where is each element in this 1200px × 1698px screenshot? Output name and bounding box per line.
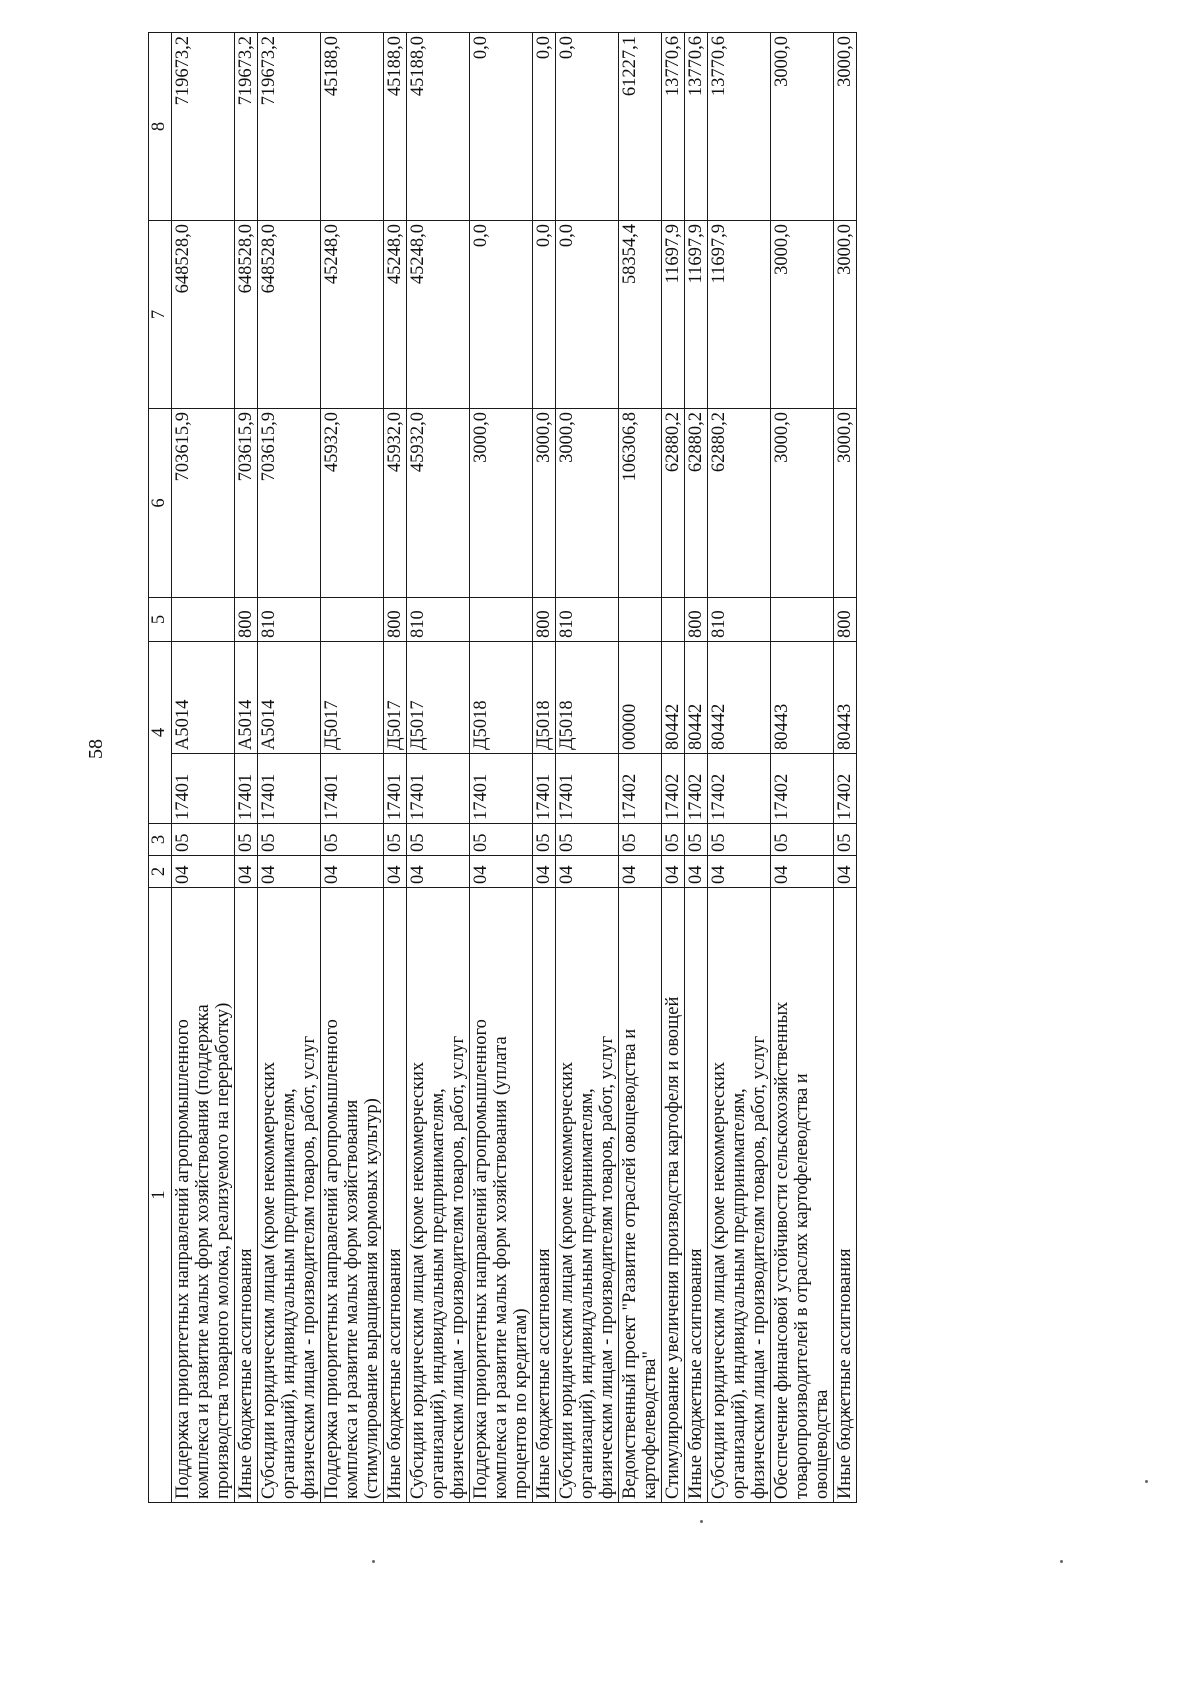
column-header-5: 5	[149, 598, 172, 642]
table-row	[384, 33, 407, 1503]
row-subsection-code: 05	[407, 824, 470, 856]
row-program-code: 17401	[172, 754, 235, 824]
row-expense-type-code	[619, 598, 662, 642]
row-expense-type-code: 800	[834, 598, 857, 642]
row-amount-col8: 719673,2	[235, 33, 258, 221]
row-program-code: 17401	[258, 754, 321, 824]
column-header-1: 1	[149, 888, 172, 1503]
row-program-code: 17401	[321, 754, 384, 824]
row-name-cell: Субсидии юридическим лицам (кроме некоммерческих организаций), индивидуальным предпринимателям, физическим лицам - производителям товаров, работ, услуг	[258, 888, 321, 1503]
table-row	[556, 33, 619, 1503]
row-subsection-code: 05	[708, 824, 771, 856]
table-row	[172, 33, 235, 1503]
table-body	[172, 33, 857, 1503]
row-program-code: 17402	[685, 754, 708, 824]
row-subsection-code: 05	[556, 824, 619, 856]
row-expense-type-code: 800	[384, 598, 407, 642]
row-subsection-code: 05	[235, 824, 258, 856]
row-direction-code: 80442	[685, 642, 708, 754]
row-direction-code: 80443	[834, 642, 857, 754]
row-amount-col6: 703615,9	[235, 409, 258, 598]
row-amount-col7: 3000,0	[834, 221, 857, 409]
row-amount-col7: 648528,0	[258, 221, 321, 409]
row-amount-col8: 13770,6	[708, 33, 771, 221]
row-name-cell: Субсидии юридическим лицам (кроме некоммерческих организаций), индивидуальным предпринимателям, физическим лицам - производителям товаров, работ, услуг	[407, 888, 470, 1503]
column-header-2: 2	[149, 856, 172, 888]
row-expense-type-code: 800	[235, 598, 258, 642]
row-program-code: 17402	[619, 754, 662, 824]
row-program-code: 17402	[834, 754, 857, 824]
row-subsection-code: 05	[662, 824, 685, 856]
row-name-cell: Поддержка приоритетных направлений агропромышленного комплекса и развитие малых форм хозяйствования (поддержка производства товарного молока, реализуемого на переработку)	[172, 888, 235, 1503]
row-amount-col8: 719673,2	[258, 33, 321, 221]
row-section-code: 04	[556, 856, 619, 888]
row-section-code: 04	[321, 856, 384, 888]
row-name-cell: Стимулирование увеличения производства картофеля и овощей	[662, 888, 685, 1503]
row-name-cell: Субсидии юридическим лицам (кроме некоммерческих организаций), индивидуальным предпринимателям, физическим лицам - производителям товаров, работ, услуг	[708, 888, 771, 1503]
row-program-code: 17402	[662, 754, 685, 824]
row-name-cell: Иные бюджетные ассигнования	[533, 888, 556, 1503]
row-program-code: 17401	[556, 754, 619, 824]
row-amount-col6: 3000,0	[556, 409, 619, 598]
row-name-cell: Иные бюджетные ассигнования	[685, 888, 708, 1503]
row-amount-col7: 648528,0	[235, 221, 258, 409]
row-name-cell: Обеспечение финансовой устойчивости сельскохозяйственных товаропроизводителей в отраслях картофелеводства и овощеводства	[771, 888, 834, 1503]
row-amount-col6: 45932,0	[321, 409, 384, 598]
row-direction-code: А5014	[172, 642, 235, 754]
row-subsection-code: 05	[619, 824, 662, 856]
row-amount-col7: 45248,0	[384, 221, 407, 409]
row-subsection-code: 05	[533, 824, 556, 856]
row-section-code: 04	[172, 856, 235, 888]
row-subsection-code: 05	[470, 824, 533, 856]
row-amount-col6: 703615,9	[258, 409, 321, 598]
row-name-cell: Поддержка приоритетных направлений агропромышленного комплекса и развитие малых форм хозяйствования (стимулирование выращивания кормовых культур)	[321, 888, 384, 1503]
row-amount-col6: 3000,0	[834, 409, 857, 598]
row-program-code: 17401	[384, 754, 407, 824]
rotated-table-container	[148, 33, 1058, 1503]
row-amount-col8: 719673,2	[172, 33, 235, 221]
table-row	[771, 33, 834, 1503]
row-amount-col6: 703615,9	[172, 409, 235, 598]
page-number: 58	[85, 739, 107, 759]
row-amount-col7: 45248,0	[321, 221, 384, 409]
row-name-cell: Иные бюджетные ассигнования	[384, 888, 407, 1503]
row-section-code: 04	[533, 856, 556, 888]
row-section-code: 04	[771, 856, 834, 888]
row-amount-col6: 45932,0	[407, 409, 470, 598]
row-expense-type-code: 810	[407, 598, 470, 642]
row-amount-col7: 648528,0	[172, 221, 235, 409]
row-subsection-code: 05	[685, 824, 708, 856]
row-amount-col6: 62880,2	[708, 409, 771, 598]
row-program-code: 17401	[407, 754, 470, 824]
column-header-7: 7	[149, 221, 172, 409]
column-header-6: 6	[149, 409, 172, 598]
scan-speck	[372, 1560, 375, 1563]
row-amount-col6: 62880,2	[685, 409, 708, 598]
table-row	[321, 33, 384, 1503]
row-section-code: 04	[407, 856, 470, 888]
row-section-code: 04	[258, 856, 321, 888]
column-header-3: 3	[149, 824, 172, 856]
row-amount-col8: 61227,1	[619, 33, 662, 221]
row-direction-code: Д5017	[407, 642, 470, 754]
row-expense-type-code	[470, 598, 533, 642]
table-row	[834, 33, 857, 1503]
row-program-code: 17401	[470, 754, 533, 824]
row-section-code: 04	[834, 856, 857, 888]
scan-speck	[1145, 1480, 1148, 1483]
row-name-cell: Субсидии юридическим лицам (кроме некоммерческих организаций), индивидуальным предпринимателям, физическим лицам - производителям товаров, работ, услуг	[556, 888, 619, 1503]
row-direction-code: 80442	[708, 642, 771, 754]
row-section-code: 04	[662, 856, 685, 888]
row-amount-col8: 0,0	[470, 33, 533, 221]
row-amount-col6: 3000,0	[533, 409, 556, 598]
row-direction-code: Д5018	[470, 642, 533, 754]
row-amount-col8: 45188,0	[407, 33, 470, 221]
row-section-code: 04	[685, 856, 708, 888]
row-expense-type-code	[662, 598, 685, 642]
row-expense-type-code	[771, 598, 834, 642]
row-amount-col6: 45932,0	[384, 409, 407, 598]
table-row	[533, 33, 556, 1503]
row-amount-col8: 0,0	[533, 33, 556, 221]
row-section-code: 04	[470, 856, 533, 888]
budget-table	[148, 32, 857, 1503]
row-subsection-code: 05	[321, 824, 384, 856]
row-direction-code: Д5017	[384, 642, 407, 754]
row-direction-code: Д5017	[321, 642, 384, 754]
row-program-code: 17401	[533, 754, 556, 824]
row-amount-col8: 13770,6	[685, 33, 708, 221]
row-program-code: 17402	[708, 754, 771, 824]
row-direction-code: 00000	[619, 642, 662, 754]
row-amount-col8: 45188,0	[321, 33, 384, 221]
row-subsection-code: 05	[771, 824, 834, 856]
table-row	[258, 33, 321, 1503]
row-direction-code: 80443	[771, 642, 834, 754]
row-expense-type-code: 810	[556, 598, 619, 642]
table-row	[708, 33, 771, 1503]
row-amount-col7: 0,0	[556, 221, 619, 409]
scan-speck	[1060, 1560, 1063, 1563]
table-row	[662, 33, 685, 1503]
row-subsection-code: 05	[172, 824, 235, 856]
row-direction-code: Д5018	[533, 642, 556, 754]
row-amount-col6: 3000,0	[771, 409, 834, 598]
table-header-row	[149, 33, 172, 1503]
row-amount-col7: 0,0	[533, 221, 556, 409]
row-expense-type-code: 810	[708, 598, 771, 642]
row-amount-col8: 3000,0	[834, 33, 857, 221]
column-header-8: 8	[149, 33, 172, 221]
row-amount-col8: 0,0	[556, 33, 619, 221]
row-direction-code: А5014	[258, 642, 321, 754]
table-row	[685, 33, 708, 1503]
row-amount-col6: 3000,0	[470, 409, 533, 598]
row-amount-col7: 11697,9	[685, 221, 708, 409]
row-amount-col7: 0,0	[470, 221, 533, 409]
table-row	[619, 33, 662, 1503]
row-amount-col6: 106306,8	[619, 409, 662, 598]
row-amount-col8: 3000,0	[771, 33, 834, 221]
row-program-code: 17401	[235, 754, 258, 824]
scan-speck	[700, 1520, 703, 1523]
row-name-cell: Иные бюджетные ассигнования	[235, 888, 258, 1503]
row-subsection-code: 05	[834, 824, 857, 856]
table-row	[470, 33, 533, 1503]
row-section-code: 04	[619, 856, 662, 888]
row-amount-col8: 45188,0	[384, 33, 407, 221]
row-direction-code: Д5018	[556, 642, 619, 754]
row-program-code: 17402	[771, 754, 834, 824]
row-section-code: 04	[235, 856, 258, 888]
row-amount-col7: 11697,9	[662, 221, 685, 409]
row-subsection-code: 05	[384, 824, 407, 856]
row-subsection-code: 05	[258, 824, 321, 856]
row-expense-type-code: 800	[685, 598, 708, 642]
row-direction-code: А5014	[235, 642, 258, 754]
table-row	[407, 33, 470, 1503]
row-amount-col6: 62880,2	[662, 409, 685, 598]
row-amount-col7: 3000,0	[771, 221, 834, 409]
row-section-code: 04	[708, 856, 771, 888]
row-amount-col7: 58354,4	[619, 221, 662, 409]
row-expense-type-code	[321, 598, 384, 642]
column-header-4: 4	[149, 642, 172, 824]
row-expense-type-code: 800	[533, 598, 556, 642]
row-expense-type-code	[172, 598, 235, 642]
row-amount-col7: 45248,0	[407, 221, 470, 409]
row-amount-col8: 13770,6	[662, 33, 685, 221]
row-name-cell: Поддержка приоритетных направлений агропромышленного комплекса и развитие малых форм хозяйствования (уплата процентов по кредитам)	[470, 888, 533, 1503]
row-direction-code: 80442	[662, 642, 685, 754]
row-amount-col7: 11697,9	[708, 221, 771, 409]
row-name-cell: Ведомственный проект "Развитие отраслей овощеводства и картофелеводства"	[619, 888, 662, 1503]
row-section-code: 04	[384, 856, 407, 888]
row-name-cell: Иные бюджетные ассигнования	[834, 888, 857, 1503]
row-expense-type-code: 810	[258, 598, 321, 642]
table-row	[235, 33, 258, 1503]
